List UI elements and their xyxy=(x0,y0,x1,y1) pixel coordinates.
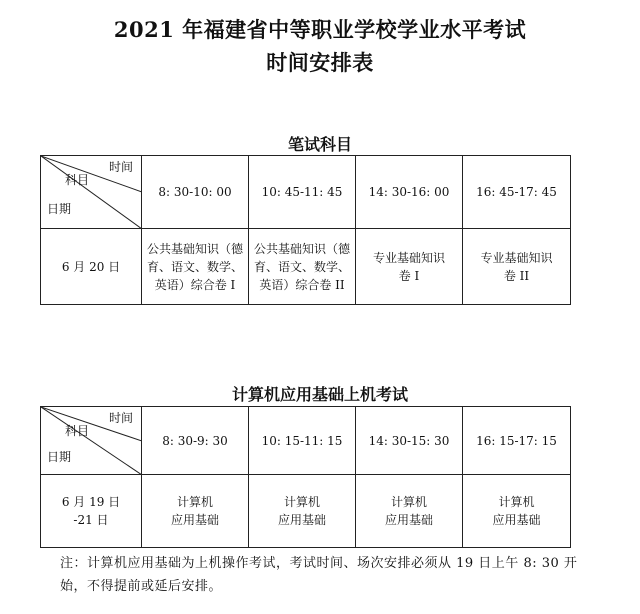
time-slot-cell: 8: 30-9: 30 xyxy=(142,407,249,475)
header-label-subject: 科目 xyxy=(65,173,90,187)
time-slot-cell: 14: 30-15: 30 xyxy=(356,407,463,475)
subject-cell xyxy=(356,475,463,548)
header-label-time: 时间 xyxy=(108,411,133,425)
subject-line: 应用基础 xyxy=(384,513,433,527)
written-schedule-table xyxy=(40,155,571,305)
header-label-time: 时间 xyxy=(108,160,133,174)
time-slot-cell: 16: 15-17: 15 xyxy=(463,407,571,475)
table-row xyxy=(41,475,571,548)
time-slot-cell: 8: 30-10: 00 xyxy=(142,156,249,229)
table-header-row xyxy=(41,156,571,229)
time-slot-cell: 10: 45-11: 45 xyxy=(249,156,356,229)
computer-section-title: 计算机应用基础上机考试 xyxy=(231,385,408,404)
date-line: 6 月 19 日 xyxy=(61,495,121,509)
subject-line: 计算机 xyxy=(390,495,427,509)
table-header-row xyxy=(41,407,571,475)
table-row xyxy=(41,229,571,305)
diagonal-header-cell xyxy=(41,407,142,475)
subject-line: 计算机 xyxy=(498,495,535,509)
subject-line: 应用基础 xyxy=(492,513,541,527)
subject-line: 计算机 xyxy=(176,495,213,509)
time-slot-cell: 16: 45-17: 45 xyxy=(463,156,571,229)
header-label-subject: 科目 xyxy=(65,424,90,438)
subject-line: 计算机 xyxy=(283,495,320,509)
subject-cell xyxy=(249,475,356,548)
page-subtitle: 时间安排表 xyxy=(266,50,374,75)
date-cell: 6 月 20 日 xyxy=(41,229,142,305)
subject-cell xyxy=(463,475,571,548)
subject-cell: 公共基础知识（德育、语文、数学、英语）综合卷 I xyxy=(142,229,249,305)
time-slot-cell: 14: 30-16: 00 xyxy=(356,156,463,229)
subject-cell xyxy=(142,475,249,548)
subject-cell: 专业基础知识卷 I xyxy=(356,229,463,305)
subject-line: 应用基础 xyxy=(277,513,326,527)
date-line: -21 日 xyxy=(73,513,109,527)
diagonal-header-cell xyxy=(41,156,142,229)
subject-line: 应用基础 xyxy=(170,513,219,527)
computer-schedule-table xyxy=(40,406,571,548)
date-cell xyxy=(41,475,142,548)
subject-cell: 专业基础知识卷 II xyxy=(463,229,571,305)
written-section-title: 笔试科目 xyxy=(287,135,352,154)
subject-cell: 公共基础知识（德育、语文、数学、英语）综合卷 II xyxy=(249,229,356,305)
header-label-date: 日期 xyxy=(47,202,72,216)
footnote: 注：计算机应用基础为上机操作考试，考试时间、场次安排必须从 19 日上午 8: 30 开始，不得提前或延后安排。 xyxy=(60,556,578,594)
time-slot-cell: 10: 15-11: 15 xyxy=(249,407,356,475)
page-title: 2021 年福建省中等职业学校学业水平考试 xyxy=(113,17,527,42)
header-label-date: 日期 xyxy=(47,450,72,464)
